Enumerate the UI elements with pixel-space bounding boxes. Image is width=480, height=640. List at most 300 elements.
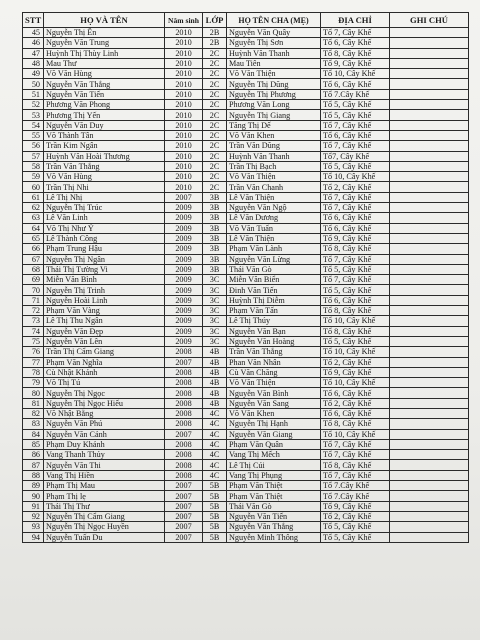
table-row (23, 388, 469, 398)
cell-class: 2B (203, 38, 227, 48)
cell-stt: 77 (23, 357, 44, 367)
cell-address: Tổ 7, Cây Khế (321, 439, 390, 449)
cell-year: 2010 (165, 120, 203, 130)
cell-year: 2010 (165, 130, 203, 140)
table-row (23, 120, 469, 130)
cell-parent: Võ Văn Khen (227, 408, 321, 418)
cell-name: Nguyễn Thị Cẩm Giang (44, 511, 165, 521)
cell-year: 2008 (165, 460, 203, 470)
cell-year: 2007 (165, 192, 203, 202)
cell-class: 2C (203, 151, 227, 161)
cell-parent: Phạm Văn Tấn (227, 306, 321, 316)
cell-class: 2C (203, 69, 227, 79)
cell-year: 2008 (165, 470, 203, 480)
cell-address: Tổ 10, Cây Khế (321, 429, 390, 439)
cell-parent: Nguyễn Văn Sang (227, 398, 321, 408)
cell-note (390, 233, 469, 243)
cell-note (390, 316, 469, 326)
table-row (23, 429, 469, 439)
cell-note (390, 450, 469, 460)
cell-stt: 48 (23, 58, 44, 68)
cell-parent: Nguyễn Văn Thắng (227, 522, 321, 532)
cell-year: 2010 (165, 151, 203, 161)
cell-parent: Huỳnh Văn Thanh (227, 48, 321, 58)
cell-stt: 47 (23, 48, 44, 58)
cell-stt: 90 (23, 491, 44, 501)
cell-class: 3C (203, 316, 227, 326)
cell-class: 5B (203, 491, 227, 501)
cell-parent: Phạm Văn Thiệt (227, 491, 321, 501)
cell-stt: 76 (23, 347, 44, 357)
cell-address: Tổ 5, Cây Khế (321, 100, 390, 110)
table-row (23, 532, 469, 542)
cell-class: 4B (203, 398, 227, 408)
cell-address: Tổ 7.Cây Khế (321, 491, 390, 501)
cell-parent: Trần Văn Chanh (227, 182, 321, 192)
cell-note (390, 130, 469, 140)
header-year: Năm sinh (165, 13, 203, 28)
cell-note (390, 357, 469, 367)
cell-name: Cù Nhật Khánh (44, 367, 165, 377)
cell-year: 2007 (165, 511, 203, 521)
cell-note (390, 213, 469, 223)
cell-name: Nguyễn Thị Ngọc (44, 388, 165, 398)
cell-year: 2010 (165, 89, 203, 99)
cell-address: Tổ 5, Cây Khế (321, 110, 390, 120)
cell-stt: 68 (23, 264, 44, 274)
cell-stt: 53 (23, 110, 44, 120)
table-row (23, 203, 469, 213)
cell-note (390, 120, 469, 130)
table-row (23, 439, 469, 449)
cell-name: Nguyễn Hoài Linh (44, 295, 165, 305)
cell-year: 2010 (165, 38, 203, 48)
cell-address: Tổ 7, Cây Khế (321, 275, 390, 285)
cell-stt: 72 (23, 306, 44, 316)
table-row (23, 244, 469, 254)
cell-address: Tổ 5, Cây Khế (321, 522, 390, 532)
cell-stt: 80 (23, 388, 44, 398)
cell-name: Nguyễn Văn Trung (44, 38, 165, 48)
table-row (23, 172, 469, 182)
cell-year: 2008 (165, 367, 203, 377)
cell-address: Tổ 5, Cây Khế (321, 161, 390, 171)
cell-stt: 64 (23, 223, 44, 233)
cell-address: Tổ 6, Cây Khế (321, 213, 390, 223)
cell-note (390, 192, 469, 202)
cell-name: Trần Thị Cẩm Giang (44, 347, 165, 357)
cell-note (390, 398, 469, 408)
header-address: ĐỊA CHỈ (321, 13, 390, 28)
table-row (23, 501, 469, 511)
cell-stt: 84 (23, 429, 44, 439)
table-row (23, 419, 469, 429)
cell-note (390, 58, 469, 68)
cell-parent: Lê Thị Thúy (227, 316, 321, 326)
cell-year: 2008 (165, 378, 203, 388)
cell-note (390, 388, 469, 398)
table-row (23, 182, 469, 192)
cell-stt: 71 (23, 295, 44, 305)
cell-note (390, 264, 469, 274)
cell-year: 2007 (165, 481, 203, 491)
table-row (23, 398, 469, 408)
cell-note (390, 501, 469, 511)
table-row (23, 130, 469, 140)
cell-class: 3C (203, 336, 227, 346)
cell-class: 5B (203, 501, 227, 511)
table-row (23, 79, 469, 89)
cell-parent: Nguyễn Văn Bạn (227, 326, 321, 336)
cell-note (390, 69, 469, 79)
table-row (23, 460, 469, 470)
cell-name: Phương Thị Yến (44, 110, 165, 120)
table-row (23, 233, 469, 243)
cell-parent: Nguyễn Thị Sơn (227, 38, 321, 48)
cell-stt: 69 (23, 275, 44, 285)
cell-year: 2010 (165, 48, 203, 58)
cell-parent: Huỳnh Văn Thanh (227, 151, 321, 161)
cell-address: Tổ 6, Cây Khế (321, 408, 390, 418)
cell-name: Phạm Thị lẹ (44, 491, 165, 501)
table-body (23, 28, 469, 543)
cell-address: Tổ 9, Cây Khế (321, 58, 390, 68)
cell-name: Nguyễn Văn Thắng (44, 79, 165, 89)
cell-note (390, 275, 469, 285)
cell-year: 2009 (165, 264, 203, 274)
cell-parent: Phương Văn Long (227, 100, 321, 110)
cell-class: 2C (203, 120, 227, 130)
cell-stt: 93 (23, 522, 44, 532)
cell-stt: 92 (23, 511, 44, 521)
cell-year: 2009 (165, 295, 203, 305)
cell-address: Tổ 8, Cây Khế (321, 48, 390, 58)
cell-parent: Phạm Văn Lành (227, 244, 321, 254)
cell-address: Tổ 6, Cây Khế (321, 79, 390, 89)
cell-class: 4B (203, 388, 227, 398)
cell-class: 3B (203, 223, 227, 233)
cell-year: 2008 (165, 419, 203, 429)
cell-note (390, 439, 469, 449)
cell-name: Nguyễn Thị Ngọc Hiếu (44, 398, 165, 408)
cell-parent: Võ Văn Tuấn (227, 223, 321, 233)
cell-address: Tổ 10, Cây Khế (321, 347, 390, 357)
cell-address: Tổ 7, Cây Khế (321, 450, 390, 460)
cell-class: 2C (203, 58, 227, 68)
cell-parent: Mau Tiên (227, 58, 321, 68)
cell-address: Tổ 9, Cây Khế (321, 367, 390, 377)
cell-class: 4C (203, 439, 227, 449)
cell-address: Tổ 2, Cây Khế (321, 398, 390, 408)
table-row (23, 481, 469, 491)
cell-name: Vang Thị Hiền (44, 470, 165, 480)
cell-year: 2010 (165, 110, 203, 120)
cell-class: 4B (203, 357, 227, 367)
cell-year: 2009 (165, 316, 203, 326)
cell-name: Nguyễn Văn Cảnh (44, 429, 165, 439)
cell-parent: Vang Thị Phụng (227, 470, 321, 480)
cell-stt: 79 (23, 378, 44, 388)
cell-note (390, 511, 469, 521)
cell-parent: Miễn Văn Biển (227, 275, 321, 285)
cell-stt: 70 (23, 285, 44, 295)
cell-address: Tổ 10, Cây Khế (321, 378, 390, 388)
cell-address: Tổ 7.Cây Khế (321, 89, 390, 99)
table-row (23, 295, 469, 305)
cell-class: 3B (203, 213, 227, 223)
cell-address: Tổ 8, Cây Khế (321, 419, 390, 429)
cell-class: 4C (203, 419, 227, 429)
cell-stt: 73 (23, 316, 44, 326)
cell-note (390, 522, 469, 532)
cell-class: 4C (203, 408, 227, 418)
cell-parent: Cù Văn Chăng (227, 367, 321, 377)
table-row (23, 223, 469, 233)
cell-note (390, 491, 469, 501)
cell-parent: Nguyễn Văn Tiến (227, 511, 321, 521)
cell-name: Huỳnh Văn Hoài Thương (44, 151, 165, 161)
table-row (23, 336, 469, 346)
table-row (23, 38, 469, 48)
cell-name: Phương Văn Phong (44, 100, 165, 110)
cell-stt: 88 (23, 470, 44, 480)
cell-parent: Lê Văn Thiện (227, 233, 321, 243)
cell-name: Phạm Trung Hậu (44, 244, 165, 254)
cell-name: Phạm Văn Nghĩa (44, 357, 165, 367)
cell-year: 2009 (165, 203, 203, 213)
cell-class: 3C (203, 326, 227, 336)
cell-stt: 60 (23, 182, 44, 192)
cell-stt: 86 (23, 450, 44, 460)
cell-parent: Thái Văn Gò (227, 264, 321, 274)
cell-year: 2008 (165, 408, 203, 418)
cell-name: Phạm Thị Mau (44, 481, 165, 491)
cell-address: Tổ 10, Cây Khế (321, 316, 390, 326)
cell-year: 2009 (165, 306, 203, 316)
cell-stt: 54 (23, 120, 44, 130)
table-row (23, 522, 469, 532)
cell-class: 2C (203, 172, 227, 182)
cell-address: Tổ 8, Cây Khế (321, 460, 390, 470)
cell-parent: Nguyễn Văn Giang (227, 429, 321, 439)
table-row (23, 254, 469, 264)
cell-address: Tổ 6, Cây Khế (321, 295, 390, 305)
cell-note (390, 110, 469, 120)
cell-year: 2009 (165, 275, 203, 285)
cell-name: Nguyễn Văn Phú (44, 419, 165, 429)
cell-class: 2C (203, 100, 227, 110)
cell-parent: Nguyễn Thị Dũng (227, 79, 321, 89)
cell-parent: Phạm Văn Quân (227, 439, 321, 449)
cell-year: 2010 (165, 100, 203, 110)
cell-address: Tổ7, Cây Khế (321, 151, 390, 161)
cell-parent: Đinh Văn Tiến (227, 285, 321, 295)
cell-parent: Trần Văn Thắng (227, 347, 321, 357)
cell-class: 4B (203, 367, 227, 377)
cell-address: Tổ 5, Cây Khế (321, 285, 390, 295)
cell-year: 2010 (165, 161, 203, 171)
cell-year: 2010 (165, 141, 203, 151)
cell-stt: 57 (23, 151, 44, 161)
cell-class: 3B (203, 233, 227, 243)
cell-address: Tổ 6, Cây Khế (321, 388, 390, 398)
cell-parent: Vang Thị Mếch (227, 450, 321, 460)
cell-parent: Nguyễn Thị Giang (227, 110, 321, 120)
cell-address: Tổ 8, Cây Khế (321, 326, 390, 336)
cell-class: 4C (203, 460, 227, 470)
header-note: GHI CHÚ (390, 13, 469, 28)
cell-class: 5B (203, 522, 227, 532)
cell-name: Lê Văn Linh (44, 213, 165, 223)
cell-name: Võ Văn Hùng (44, 172, 165, 182)
student-list-table (22, 12, 469, 543)
cell-name: Võ Thành Tân (44, 130, 165, 140)
table-row (23, 511, 469, 521)
table-row (23, 141, 469, 151)
cell-note (390, 38, 469, 48)
cell-address: Tổ 2, Cây Khế (321, 182, 390, 192)
cell-name: Nguyễn Thị Ến (44, 28, 165, 38)
cell-note (390, 151, 469, 161)
cell-year: 2009 (165, 233, 203, 243)
cell-class: 2C (203, 182, 227, 192)
cell-address: Tổ 7, Cây Khế (321, 120, 390, 130)
cell-year: 2010 (165, 28, 203, 38)
cell-address: Tổ 9, Cây Khế (321, 501, 390, 511)
cell-parent: Nguyễn Thị Phương (227, 89, 321, 99)
cell-name: Phạm Duy Khánh (44, 439, 165, 449)
cell-name: Mau Thư (44, 58, 165, 68)
cell-year: 2009 (165, 223, 203, 233)
cell-class: 3C (203, 295, 227, 305)
cell-name: Thái Thị Thư (44, 501, 165, 511)
cell-year: 2010 (165, 69, 203, 79)
cell-note (390, 408, 469, 418)
cell-class: 2B (203, 28, 227, 38)
cell-parent: Võ Văn Thiện (227, 378, 321, 388)
cell-address: Tổ 5, Cây Khế (321, 264, 390, 274)
table-row (23, 450, 469, 460)
cell-note (390, 254, 469, 264)
cell-class: 3B (203, 254, 227, 264)
cell-stt: 85 (23, 439, 44, 449)
cell-stt: 45 (23, 28, 44, 38)
cell-address: Tổ 7, Cây Khế (321, 203, 390, 213)
cell-class: 4C (203, 470, 227, 480)
cell-stt: 49 (23, 69, 44, 79)
header-parent: HỌ TÊN CHA (MẸ) (227, 13, 321, 28)
cell-parent: Võ Văn Khen (227, 130, 321, 140)
cell-class: 3B (203, 244, 227, 254)
cell-year: 2010 (165, 172, 203, 182)
cell-note (390, 419, 469, 429)
table-row (23, 285, 469, 295)
cell-year: 2007 (165, 532, 203, 542)
cell-note (390, 28, 469, 38)
cell-year: 2007 (165, 357, 203, 367)
cell-parent: Nguyễn Văn Hoàng (227, 336, 321, 346)
cell-address: Tổ 8, Cây Khế (321, 244, 390, 254)
table-row (23, 357, 469, 367)
cell-note (390, 100, 469, 110)
cell-parent: Nguyễn Thị Hạnh (227, 419, 321, 429)
cell-name: Trần Văn Thắng (44, 161, 165, 171)
cell-class: 2C (203, 161, 227, 171)
cell-stt: 74 (23, 326, 44, 336)
cell-name: Nguyễn Văn Tiến (44, 89, 165, 99)
cell-year: 2009 (165, 244, 203, 254)
cell-stt: 66 (23, 244, 44, 254)
cell-parent: Huỳnh Thị Diễm (227, 295, 321, 305)
cell-parent: Nguyễn Văn Lừng (227, 254, 321, 264)
cell-stt: 52 (23, 100, 44, 110)
cell-address: Tổ 8, Cây Khế (321, 306, 390, 316)
cell-class: 4C (203, 429, 227, 439)
cell-name: Trần Thị Nhi (44, 182, 165, 192)
cell-note (390, 470, 469, 480)
table-row (23, 151, 469, 161)
table-row (23, 306, 469, 316)
cell-stt: 56 (23, 141, 44, 151)
cell-parent: Nguyễn Văn Bình (227, 388, 321, 398)
cell-address: Tổ 7, Cây Khế (321, 141, 390, 151)
cell-stt: 67 (23, 254, 44, 264)
cell-address: Tổ 7, Cây Khế (321, 254, 390, 264)
cell-stt: 91 (23, 501, 44, 511)
cell-class: 4C (203, 450, 227, 460)
cell-address: Tổ 5, Cây Khế (321, 532, 390, 542)
cell-note (390, 89, 469, 99)
cell-stt: 58 (23, 161, 44, 171)
cell-note (390, 182, 469, 192)
cell-note (390, 532, 469, 542)
cell-stt: 46 (23, 38, 44, 48)
cell-year: 2008 (165, 347, 203, 357)
cell-parent: Võ Văn Thiện (227, 172, 321, 182)
cell-year: 2007 (165, 429, 203, 439)
cell-note (390, 141, 469, 151)
cell-stt: 89 (23, 481, 44, 491)
cell-class: 5B (203, 532, 227, 542)
cell-class: 5B (203, 481, 227, 491)
cell-stt: 59 (23, 172, 44, 182)
header-stt: STT (23, 13, 44, 28)
cell-note (390, 460, 469, 470)
cell-parent: Phạm Văn Thiệt (227, 481, 321, 491)
cell-address: Tổ 5, Cây Khế (321, 336, 390, 346)
cell-address: Tổ 10, Cây Khế (321, 69, 390, 79)
cell-year: 2008 (165, 450, 203, 460)
cell-stt: 87 (23, 460, 44, 470)
cell-year: 2007 (165, 522, 203, 532)
cell-note (390, 347, 469, 357)
cell-name: Nguyễn Thị Ngọc Huyền (44, 522, 165, 532)
cell-name: Lê Thị Thu Ngân (44, 316, 165, 326)
cell-name: Nguyễn Văn Duy (44, 120, 165, 130)
cell-name: Vang Thanh Thủy (44, 450, 165, 460)
cell-class: 3C (203, 275, 227, 285)
cell-address: Tổ 7, Cây Khế (321, 28, 390, 38)
cell-name: Lê Thị Nhị (44, 192, 165, 202)
cell-name: Nguyễn Văn Lên (44, 336, 165, 346)
cell-address: Tổ 9, Cây Khế (321, 233, 390, 243)
cell-note (390, 367, 469, 377)
cell-year: 2009 (165, 285, 203, 295)
cell-stt: 81 (23, 398, 44, 408)
cell-year: 2008 (165, 388, 203, 398)
table-header-row (23, 13, 469, 28)
cell-class: 2C (203, 89, 227, 99)
